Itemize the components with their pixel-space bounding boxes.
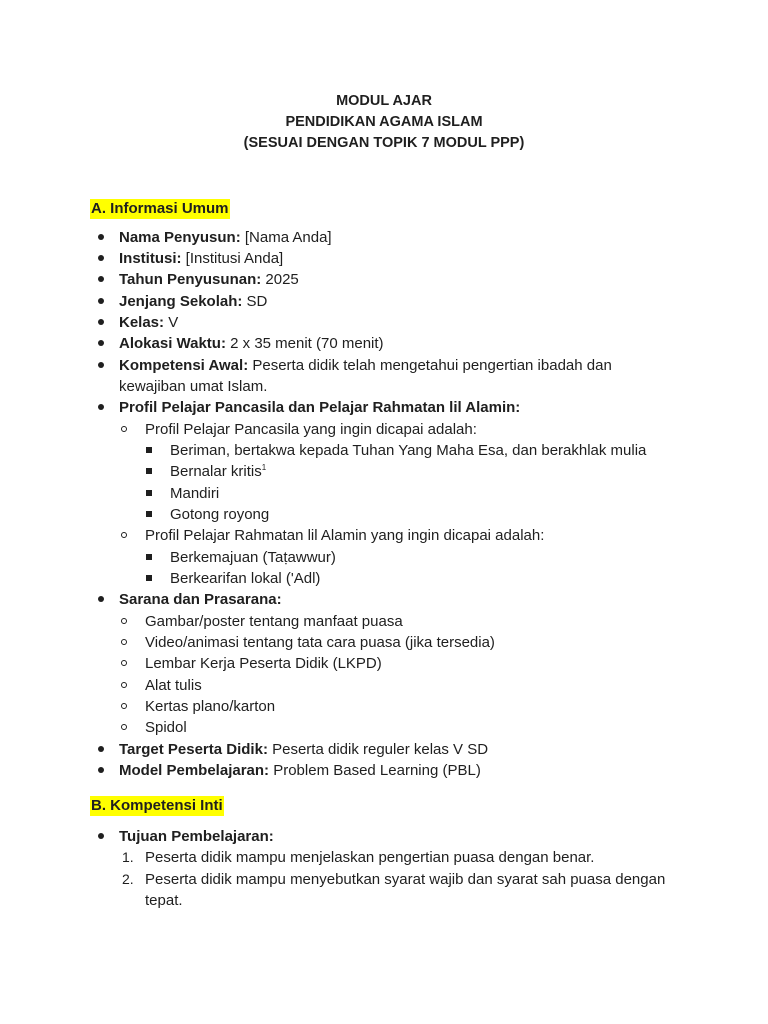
list-item (0, 461, 768, 482)
item-label: Tujuan Pembelajaran: (119, 828, 274, 845)
bullet-circle (121, 611, 137, 632)
title-line-2: PENDIDIKAN AGAMA ISLAM (285, 114, 483, 130)
document-title (0, 91, 768, 154)
bullet-dot (98, 269, 114, 290)
bullet-circle (121, 525, 137, 546)
item-label: Institusi: (119, 250, 182, 267)
list-item (0, 632, 768, 653)
bullet-dot (98, 227, 114, 248)
item-label: Target Peserta Didik: (119, 741, 268, 758)
sub-sub-item-text: Beriman, bertakwa kepada Tuhan Yang Maha Esa, dan berakhlak mulia (170, 442, 647, 459)
list-item (0, 826, 768, 847)
bullet-circle (121, 696, 137, 717)
item-label: Tahun Penyusunan: (119, 271, 262, 288)
bullet-dot (98, 333, 114, 354)
item-value-continuation: kewajiban umat Islam. (119, 378, 268, 395)
item-value: [Nama Anda] (240, 229, 332, 246)
sub-item-text: Profil Pelajar Rahmatan lil Alamin yang ingin dicapai adalah: (145, 527, 545, 544)
numbered-item-text: Peserta didik mampu menyebutkan syarat wajib dan syarat sah puasa dengan (145, 871, 666, 888)
list-item (0, 547, 768, 568)
item-value: SD (242, 293, 268, 310)
bullet-dot (98, 826, 114, 847)
sub-item-text: Profil Pelajar Pancasila yang ingin dicapai adalah: (145, 421, 477, 438)
list-item (0, 525, 768, 546)
item-value: Peserta didik reguler kelas V SD (267, 741, 489, 758)
list-item (0, 483, 768, 504)
item-label: Nama Penyusun: (119, 229, 241, 246)
list-item (0, 611, 768, 632)
list-item (0, 355, 768, 376)
item-label: Alokasi Waktu: (119, 335, 226, 352)
list-item (0, 269, 768, 290)
section-b-heading: B. Kompetensi Inti (91, 797, 223, 814)
bullet-dot (98, 397, 114, 418)
list-item (0, 227, 768, 248)
title-line-3: (SESUAI DENGAN TOPIK 7 MODUL PPP) (243, 135, 525, 151)
bullet-square (146, 440, 162, 461)
item-label: Kompetensi Awal: (119, 357, 249, 374)
numbered-item-continuation: tepat. (145, 892, 183, 909)
item-value: [Institusi Anda] (181, 250, 284, 267)
bullet-dot (98, 248, 114, 269)
list-number: 2. (122, 871, 134, 887)
bullet-square (146, 461, 162, 482)
footnote-marker: 1 (261, 463, 267, 472)
bullet-dot (98, 312, 114, 333)
numbered-item-text: Peserta didik mampu menjelaskan pengertian puasa dengan benar. (145, 849, 595, 866)
list-item (0, 696, 768, 717)
bullet-circle (121, 653, 137, 674)
bullet-dot (98, 760, 114, 781)
list-item (0, 739, 768, 760)
list-item (0, 248, 768, 269)
sub-item-text: Alat tulis (145, 677, 202, 694)
item-value: 2025 (261, 271, 299, 288)
list-item (0, 568, 768, 589)
item-label: Kelas: (119, 314, 165, 331)
item-label: Profil Pelajar Pancasila dan Pelajar Rahmatan lil Alamin: (119, 399, 521, 416)
list-item (0, 869, 768, 890)
item-value: 2 x 35 menit (70 menit) (225, 335, 384, 352)
list-item (0, 717, 768, 738)
list-item (0, 419, 768, 440)
sub-item-text: Video/animasi tentang tata cara puasa (jika tersedia) (145, 634, 495, 651)
item-value: V (164, 314, 179, 331)
list-item (0, 760, 768, 781)
bullet-square (146, 504, 162, 525)
sub-item-text: Lembar Kerja Peserta Didik (LKPD) (145, 655, 382, 672)
item-label: Model Pembelajaran: (119, 762, 270, 779)
sub-item-text: Gambar/poster tentang manfaat puasa (145, 613, 403, 630)
bullet-square (146, 547, 162, 568)
bullet-circle (121, 632, 137, 653)
bullet-circle (121, 675, 137, 696)
title-line-1: MODUL AJAR (336, 93, 432, 109)
bullet-dot (98, 589, 114, 610)
list-item (0, 504, 768, 525)
list-item (0, 653, 768, 674)
list-item (0, 291, 768, 312)
bullet-circle (121, 419, 137, 440)
sub-sub-item-text: Bernalar kritis (170, 463, 262, 480)
bullet-dot (98, 291, 114, 312)
list-item (0, 333, 768, 354)
bullet-square (146, 483, 162, 504)
list-item (0, 589, 768, 610)
item-label: Sarana dan Prasarana: (119, 591, 282, 608)
bullet-square (146, 568, 162, 589)
sub-sub-item-text: Mandiri (170, 485, 220, 502)
bullet-circle (121, 717, 137, 738)
item-label: Jenjang Sekolah: (119, 293, 243, 310)
sub-item-text: Spidol (145, 719, 187, 736)
bullet-dot (98, 355, 114, 376)
sub-item-text: Kertas plano/karton (145, 698, 276, 715)
list-item (0, 675, 768, 696)
sub-sub-item-text: Berkearifan lokal ('Adl) (170, 570, 321, 587)
list-item (0, 312, 768, 333)
bullet-dot (98, 739, 114, 760)
list-item (0, 847, 768, 868)
item-value: Peserta didik telah mengetahui pengertian ibadah dan (248, 357, 612, 374)
sub-sub-item-text: Berkemajuan (Taṭawwur) (170, 549, 336, 566)
sub-sub-item-text: Gotong royong (170, 506, 270, 523)
list-number: 1. (122, 849, 134, 865)
list-item (0, 397, 768, 418)
item-value: Problem Based Learning (PBL) (269, 762, 481, 779)
section-a-heading: A. Informasi Umum (91, 200, 229, 217)
list-item (0, 440, 768, 461)
